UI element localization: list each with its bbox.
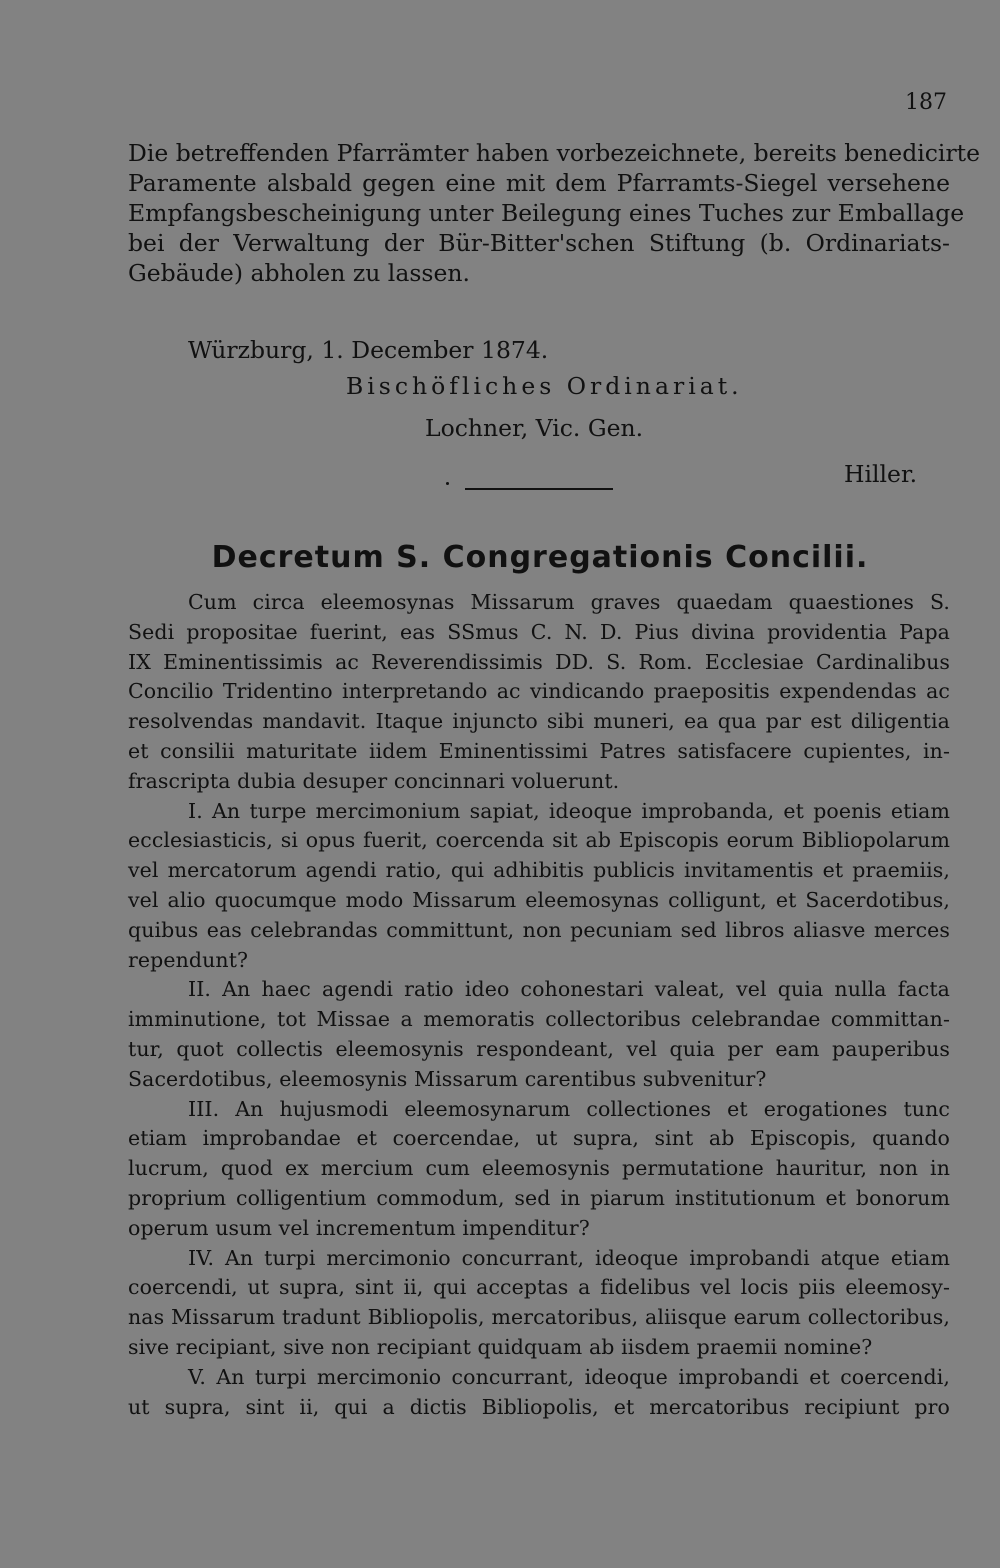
text-line: Sacerdotibus, eleemosynis Missarum carentibus subvenitur? (128, 1066, 767, 1091)
text-line: ut supra, sint ii, qui a dictis Bibliopolis, et mercatoribus recipiunt pro (128, 1394, 950, 1419)
text-line: tur, quot collectis eleemosynis respondeant, vel quia per eam pauperibus (128, 1036, 950, 1061)
text-line: frascripta dubia desuper concinnari voluerunt. (128, 768, 620, 793)
text-line: Paramente alsbald gegen eine mit dem Pfarramts-Siegel versehene (128, 169, 950, 197)
text-line: et consilii maturitate iidem Eminentissimi Patres satisfacere cupientes, in- (128, 738, 950, 763)
latin-body (128, 588, 950, 1422)
text-line: V. An turpi mercimonio concurrant, ideoque improbandi et coercendi, (188, 1364, 950, 1389)
text-line: Cum circa eleemosynas Missarum graves quaedam quaestiones S. (188, 590, 950, 614)
text-line: Sedi propositae fuerint, eas SSmus C. N. D. Pius divina providentia Papa (128, 619, 950, 644)
text-line: Die betreffenden Pfarrämter haben vorbezeichnete, bereits benedicirte (128, 139, 981, 167)
text-line: coercendi, ut supra, sint ii, qui acceptas a fidelibus vel locis piis eleemosy- (128, 1275, 950, 1300)
text-line: IV. An turpi mercimonio concurrant, ideoque improbandi atque etiam (188, 1245, 950, 1270)
signer-hiller: Hiller. (844, 460, 918, 488)
text-line: III. An hujusmodi eleemosynarum collectiones et erogationes tunc (188, 1096, 950, 1121)
text-line: vel mercatorum agendi ratio, qui adhibitis publicis invitamentis et praemiis, (128, 858, 950, 883)
text-line: Empfangsbescheinigung unter Beilegung eines Tuches zur Emballage (128, 199, 965, 227)
text-line: I. An turpe mercimonium sapiat, ideoque improbanda, et poenis etiam (188, 798, 950, 823)
text-line: sive recipiant, sive non recipiant quidquam ab iisdem praemii nomine? (128, 1334, 873, 1359)
text-line: ecclesiasticis, si opus fuerit, coercenda sit ab Episcopis eorum Bibliopolarum (128, 828, 950, 853)
text-line: rependunt? (128, 947, 249, 972)
text-line: resolvendas mandavit. Itaque injuncto sibi muneri, ea qua par est diligentia (128, 709, 950, 734)
authority: Bischöfliches Ordinariat. (346, 372, 743, 400)
text-line: operum usum vel incrementum impenditur? (128, 1215, 590, 1240)
text-line: proprium colligentium commodum, sed in piarum institutionum et bonorum (128, 1185, 950, 1210)
text-line: vel alio quocumque modo Missarum eleemosynas colligunt, et Sacerdotibus, (128, 887, 950, 912)
text-line: bei der Verwaltung der Bür-Bitter'schen Stiftung (b. Ordinariats- (128, 229, 950, 257)
place-date: Würzburg, 1. December 1874. (188, 336, 549, 364)
text-line: quibus eas celebrandas committunt, non pecuniam sed libros aliasve merces (128, 917, 950, 942)
signer-vicar: Lochner, Vic. Gen. (425, 414, 644, 442)
page-number: 187 (905, 90, 947, 115)
text-line: IX Eminentissimis ac Reverendissimis DD. S. Rom. Ecclesiae Cardinalibus (128, 649, 950, 674)
text-line: nas Missarum tradunt Bibliopolis, mercatoribus, aliisque earum collectoribus, (128, 1305, 950, 1330)
dot-mark (446, 482, 449, 485)
text-line: imminutione, tot Missae a memoratis collectoribus celebrandae committan- (128, 1007, 950, 1032)
decree-heading: Decretum S. Congregationis Concilii. (211, 540, 869, 575)
text-line: Gebäude) abholen zu lassen. (128, 259, 470, 287)
text-line: II. An haec agendi ratio ideo cohonestari valeat, vel quia nulla facta (188, 977, 950, 1002)
text-line: lucrum, quod ex mercium cum eleemosynis permutatione hauritur, non in (128, 1156, 950, 1181)
separator-rule (465, 488, 613, 490)
text-line: Concilio Tridentino interpretando ac vindicando praepositis expendendas ac (128, 679, 950, 704)
text-line: etiam improbandae et coercendae, ut supra, sint ab Episcopis, quando (128, 1126, 950, 1151)
german-paragraph (128, 138, 981, 288)
